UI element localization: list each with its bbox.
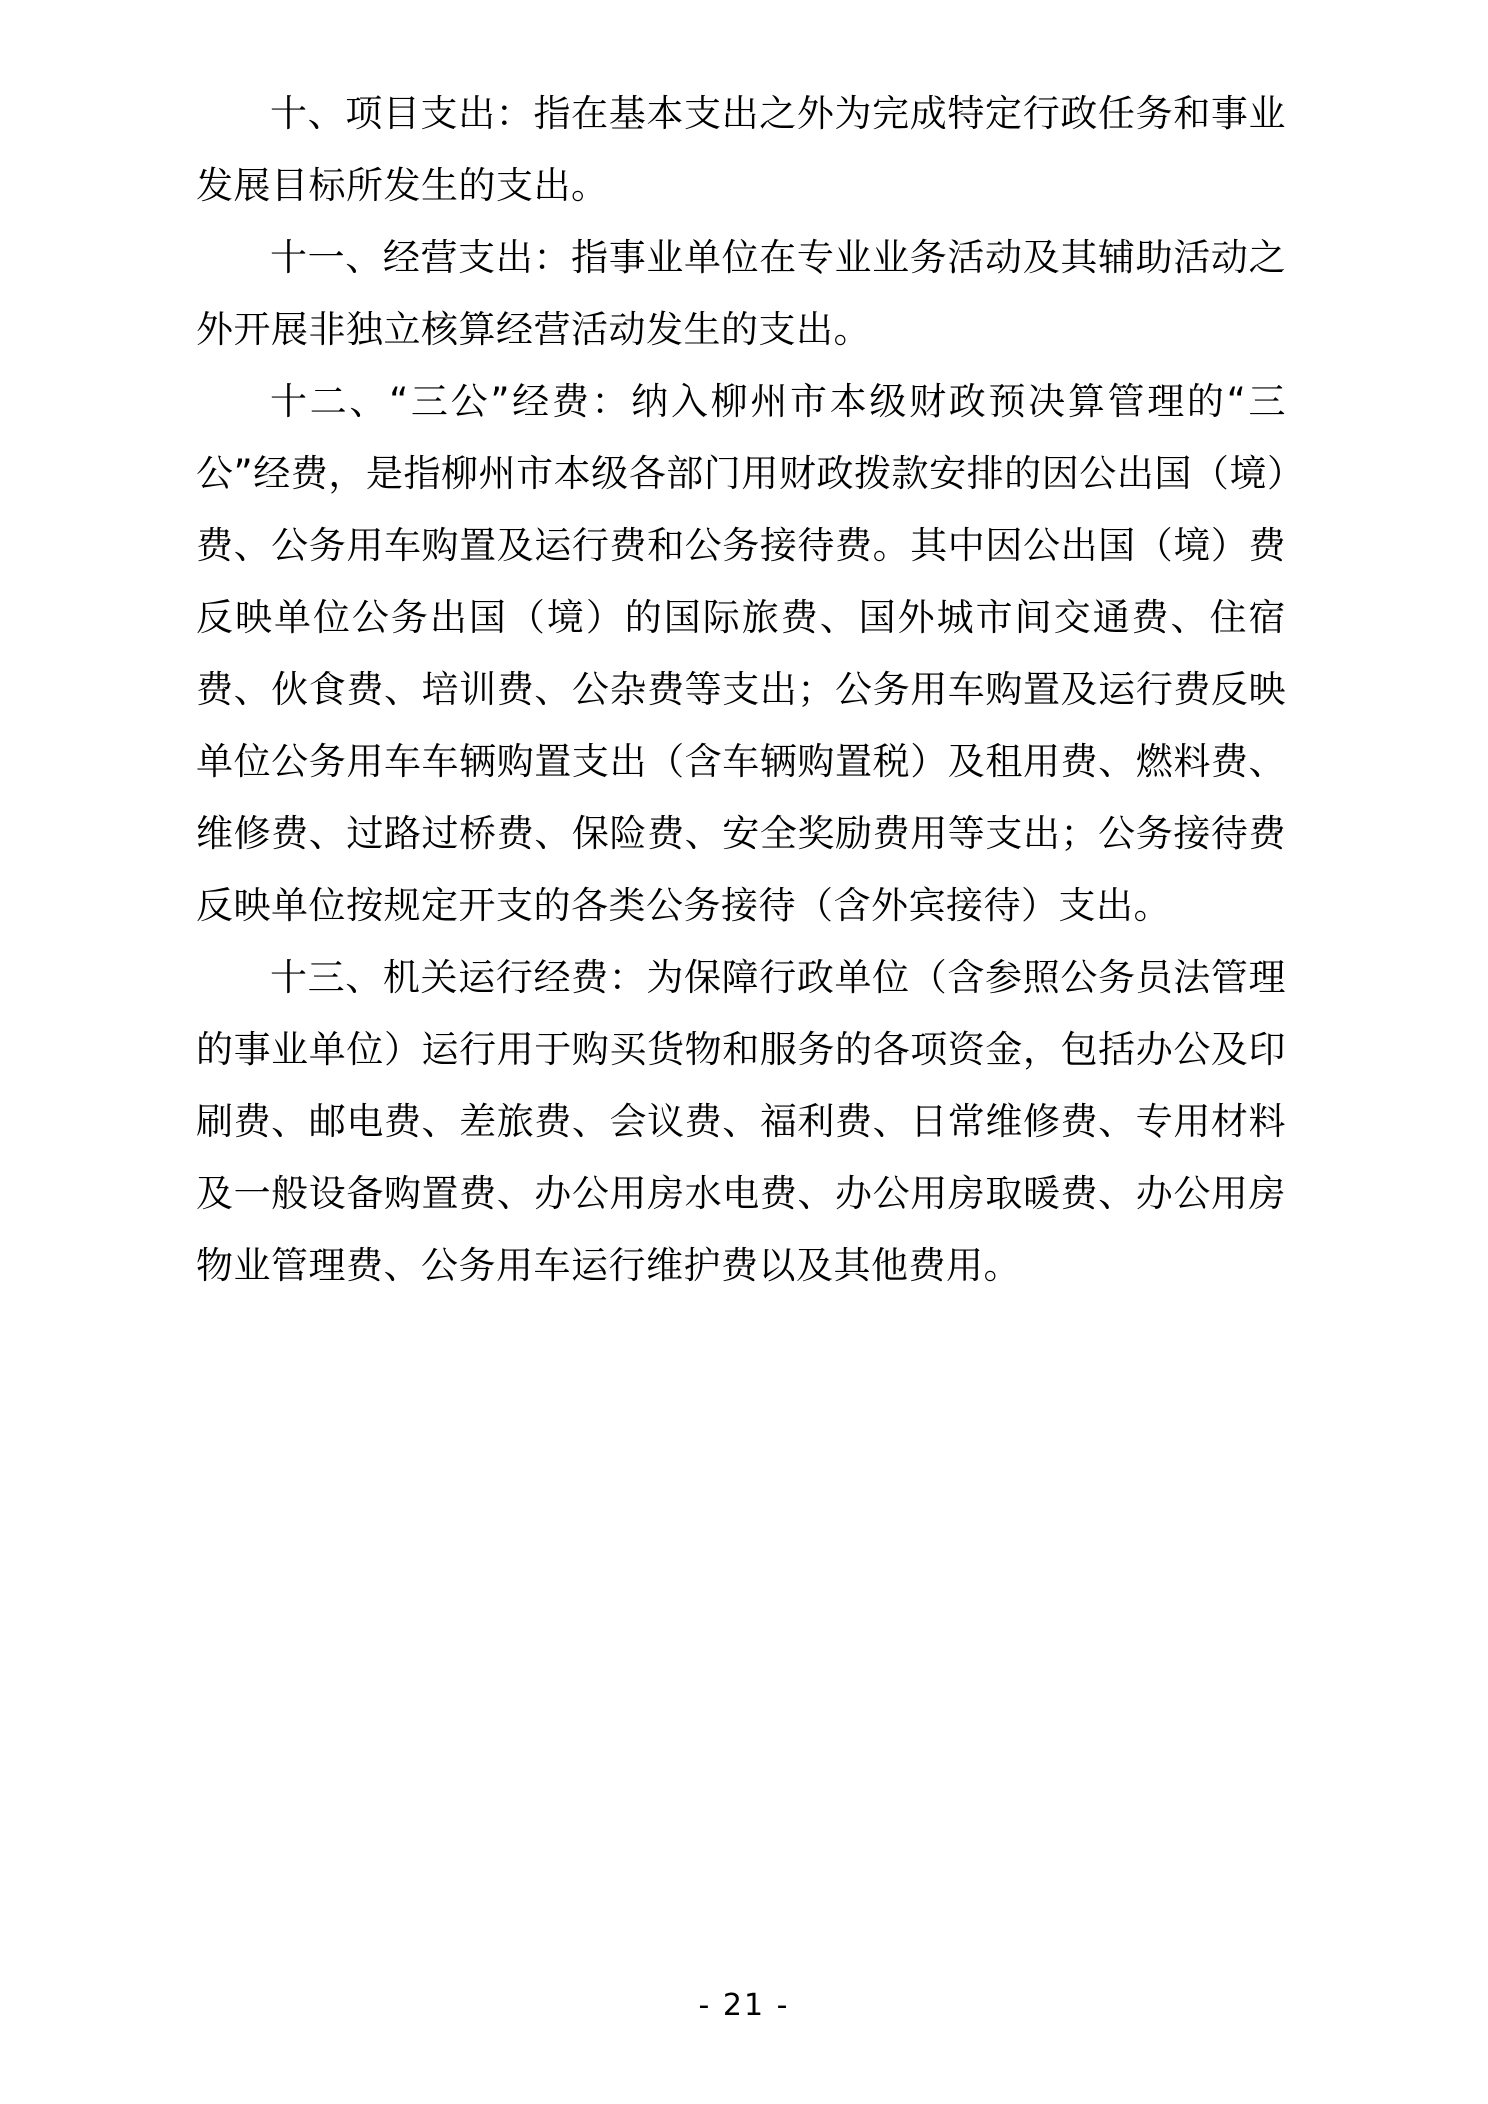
- page-number: - 21 -: [698, 1988, 790, 2023]
- document-body: [196, 78, 1286, 1302]
- paragraph-item: 十二、“三公”经费：纳入柳州市本级财政预决算管理的“三公”经费，是指柳州市本级各部门用财政拨款安排的因公出国（境）费、公务用车购置及运行费和公务接待费。其中因公出国（境）费反映单位公务出国（境）的国际旅费、国外城市间交通费、住宿费、伙食费、培训费、公杂费等支出；公务用车购置及运行费反映单位公务用车车辆购置支出（含车辆购置税）及租用费、燃料费、维修费、过路过桥费、保险费、安全奖励费用等支出；公务接待费反映单位按规定开支的各类公务接待（含外宾接待）支出。: [196, 380, 1286, 927]
- paragraph-item: 十、项目支出：指在基本支出之外为完成特定行政任务和事业发展目标所发生的支出。: [196, 92, 1286, 207]
- paragraph-item: 十一、经营支出：指事业单位在专业业务活动及其辅助活动之外开展非独立核算经营活动发生的支出。: [196, 236, 1286, 351]
- paragraph-item: 十三、机关运行经费：为保障行政单位（含参照公务员法管理的事业单位）运行用于购买货物和服务的各项资金，包括办公及印刷费、邮电费、差旅费、会议费、福利费、日常维修费、专用材料及一般设备购置费、办公用房水电费、办公用房取暖费、办公用房物业管理费、公务用车运行维护费以及其他费用。: [196, 956, 1286, 1287]
